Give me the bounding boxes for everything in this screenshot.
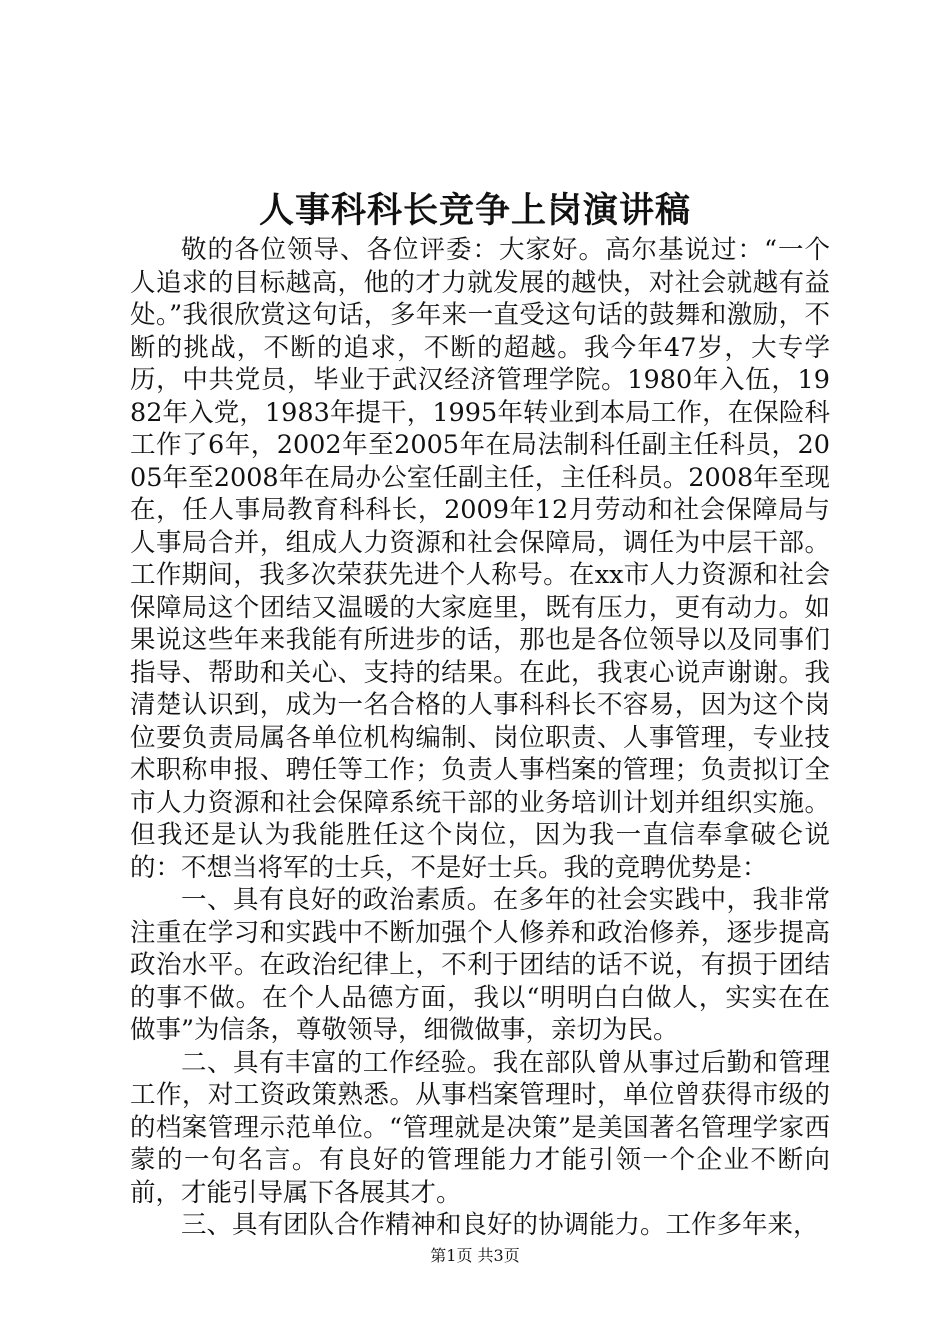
paragraph-political-quality: 一、具有良好的政治素质。在多年的社会实践中，我非常注重在学习和实践中不断加强个人修养和政治修养，逐步提高政治水平。在政治纪律上，不利于团结的话不说，有损于团结的事不做。在个人品德方面，我以“明明白白做人，实实在在做事”为信条，尊敬领导，细微做事，亲切为民。 — [130, 885, 830, 1045]
page-footer: 第1页 共3页 — [430, 1246, 520, 1265]
paragraph-intro: 敬的各位领导、各位评委：大家好。高尔基说过：“一个人追求的目标越高，他的才力就发展的越快，对社会就越有益处。”我很欣赏这句话，多年来一直受这句话的鼓舞和激励，不断的挑战，不断的追求，不断的超越。我今年47岁，大专学历，中共党员，毕业于武汉经济管理学院。1980年入伍，1982年入党，1983年提干，1995年转业到本局工作，在保险科工作了6年，2002年至2005年在局法制科任副主任科员，2005年至2008年在局办公室任副主任，主任科员。2008年至现在，任人事局教育科科长，2009年12月劳动和社会保障局与人事局合并，组成人力资源和社会保障局，调任为中层干部。工作期间，我多次荣获先进个人称号。在xx市人力资源和社会保障局这个团结又温暖的大家庭里，既有压力，更有动力。如果说这些年来我能有所进步的话，那也是各位领导以及同事们指导、帮助和关心、支持的结果。在此，我衷心说声谢谢。我清楚认识到，成为一名合格的人事科科长不容易，因为这个岗位要负责局属各单位机构编制、岗位职责、人事管理，专业技术职称申报、聘任等工作；负责人事档案的管理；负责拟订全市人力资源和社会保障系统干部的业务培训计划并组织实施。但我还是认为我能胜任这个岗位，因为我一直信奉拿破仑说的：不想当将军的士兵，不是好士兵。我的竞聘优势是： — [130, 235, 830, 883]
document-body — [130, 234, 830, 1242]
paragraph-teamwork: 三、具有团队合作精神和良好的协调能力。工作多年来， — [181, 1210, 819, 1240]
paragraph-work-experience: 二、具有丰富的工作经验。我在部队曾从事过后勤和管理工作，对工资政策熟悉。从事档案管理时，单位曾获得市级的的档案管理示范单位。“管理就是决策”是美国著名管理学家西蒙的一句名言。有良好的管理能力才能引领一个企业不断向前，才能引导属下各展其才。 — [130, 1047, 830, 1208]
document-title: 人事科科长竞争上岗演讲稿 — [258, 190, 691, 231]
